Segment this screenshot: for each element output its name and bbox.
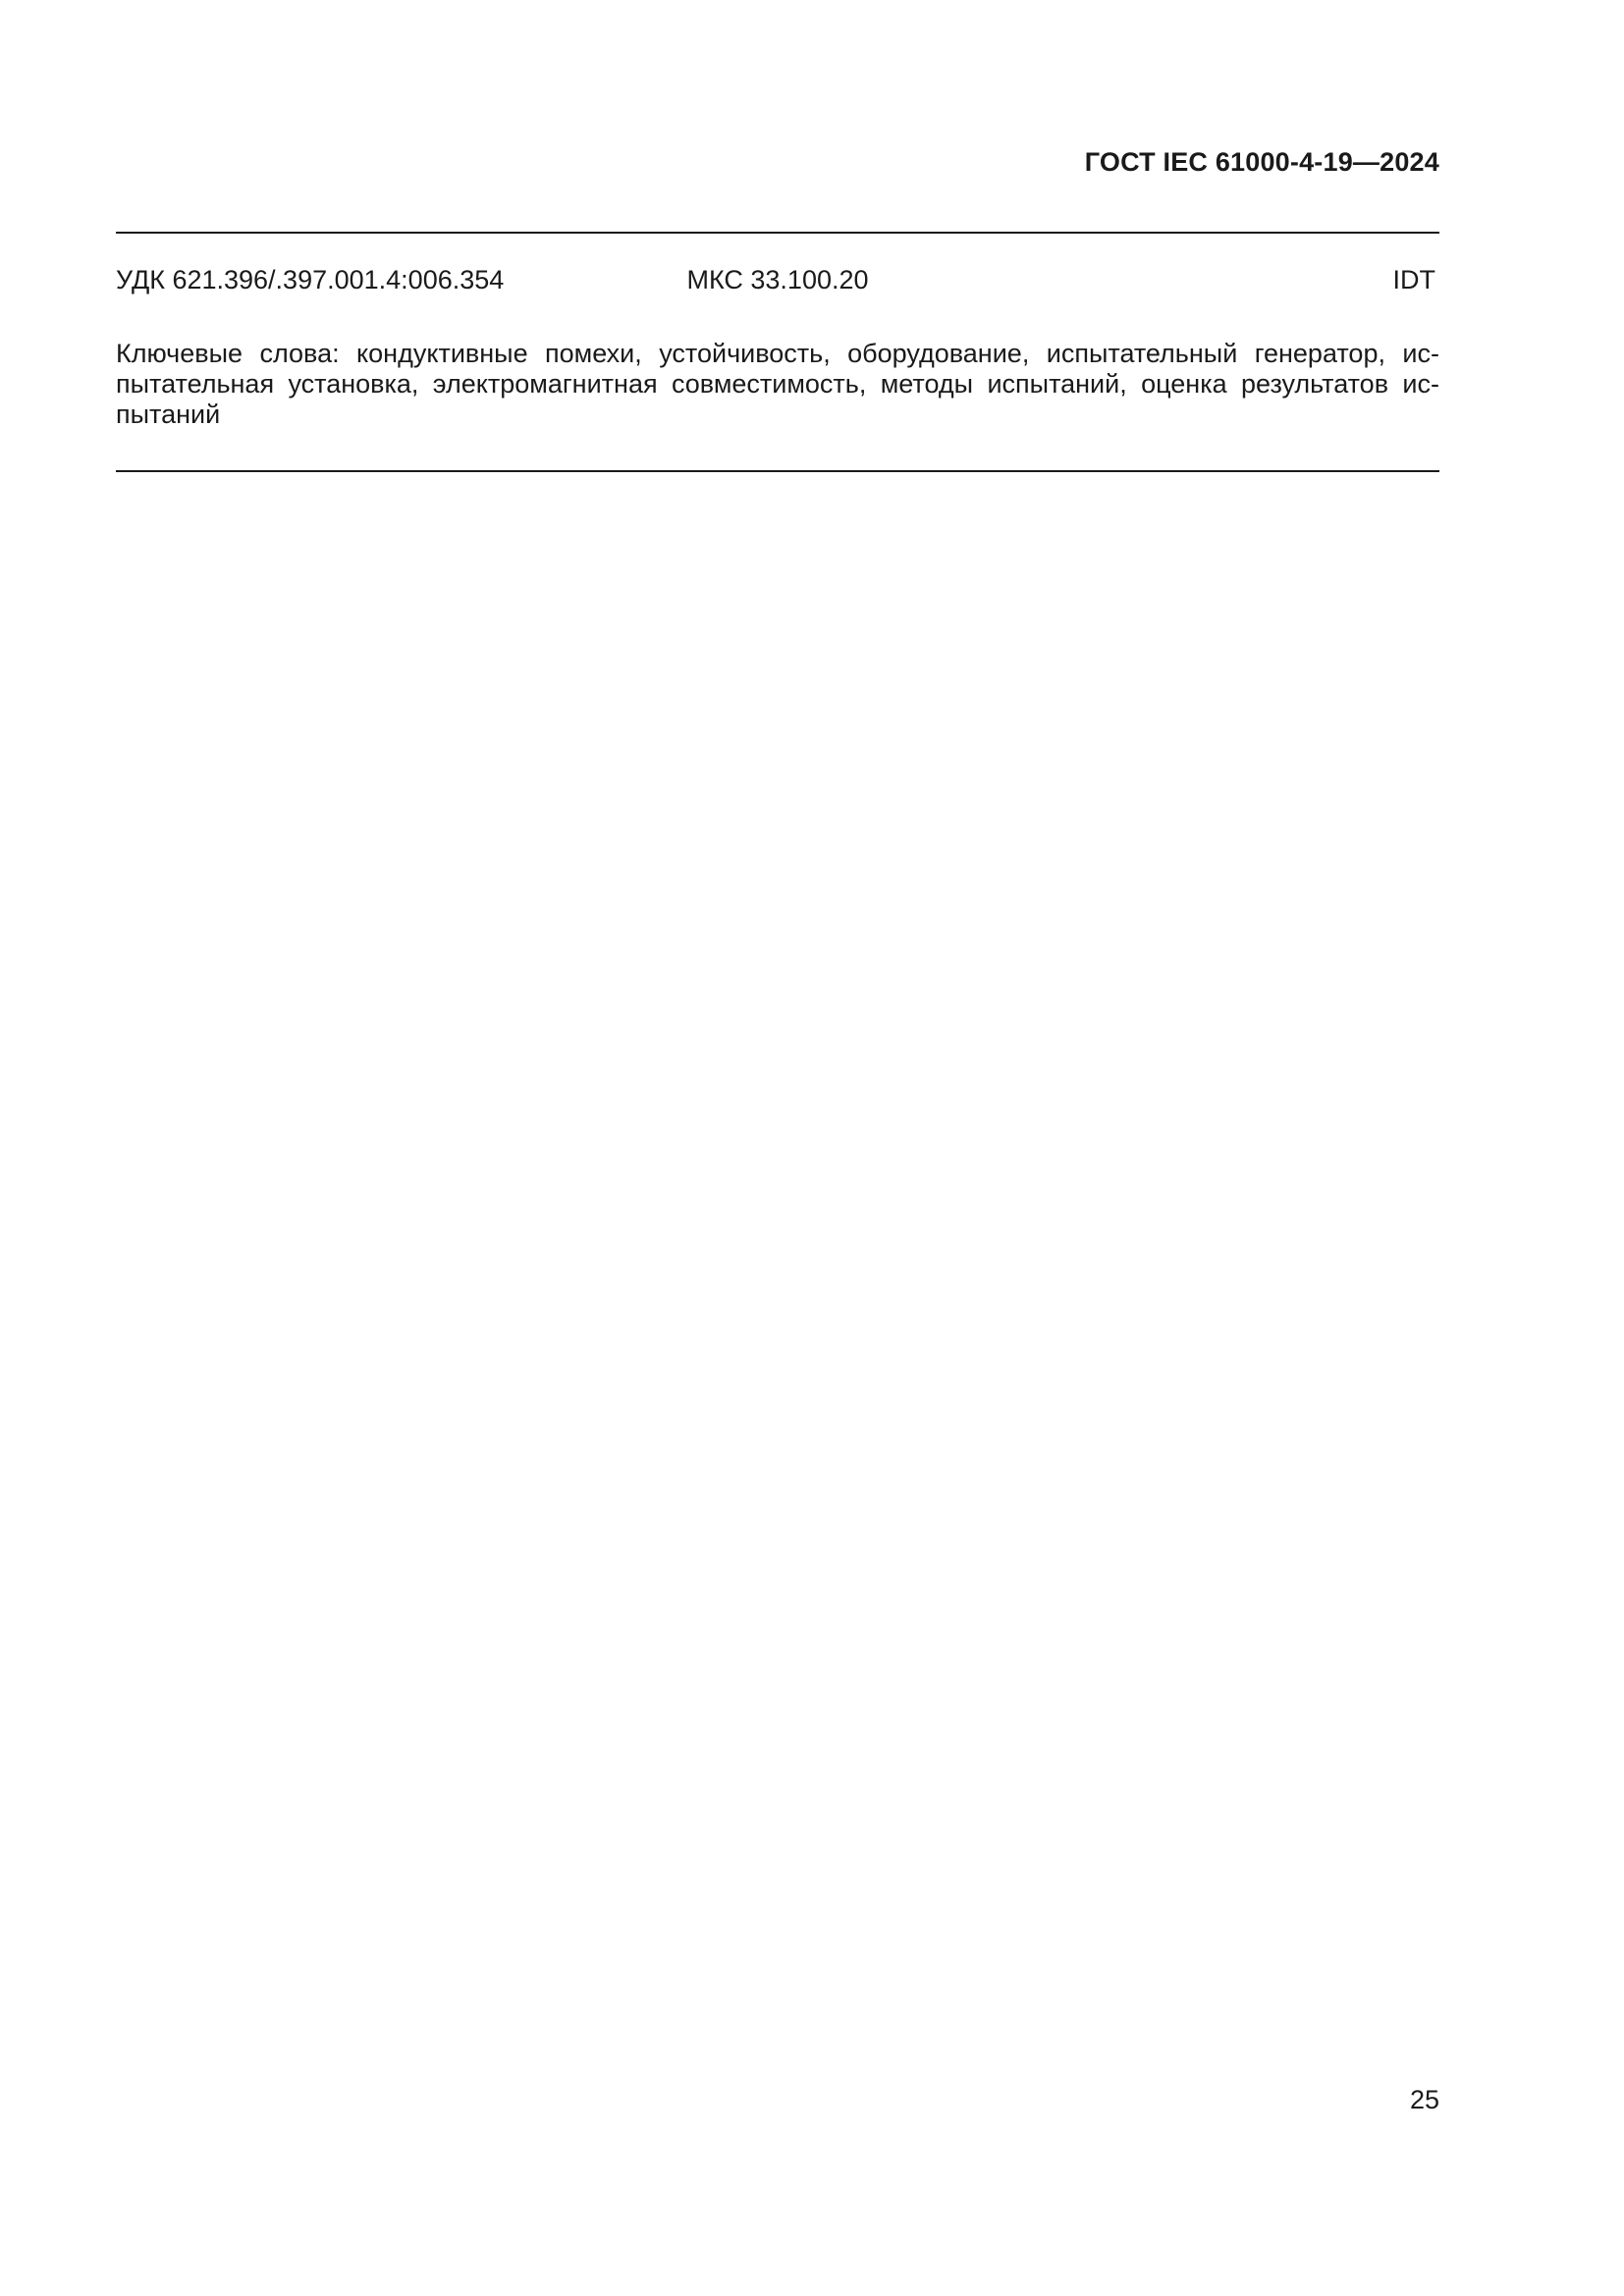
classification-row	[116, 265, 1439, 300]
bottom-divider	[116, 470, 1439, 472]
standard-code-header: ГОСТ IEC 61000-4-19—2024	[1084, 147, 1439, 177]
page-number: 25	[1409, 2085, 1439, 2114]
keywords-line: пытательная установка, электромагнитная совместимость, методы испытаний, оценка результатов ис-	[116, 369, 1439, 399]
udk-code: УДК 621.396/.397.001.4:006.354	[116, 265, 505, 294]
keywords-paragraph	[116, 339, 1439, 430]
equivalence-degree: IDT	[1392, 265, 1435, 294]
top-divider	[116, 232, 1439, 234]
mks-code: МКС 33.100.20	[686, 265, 869, 294]
keywords-line: пытаний	[116, 400, 221, 429]
keywords-line: Ключевые слова: кондуктивные помехи, устойчивость, оборудование, испытательный генератор, ис-	[116, 339, 1439, 368]
